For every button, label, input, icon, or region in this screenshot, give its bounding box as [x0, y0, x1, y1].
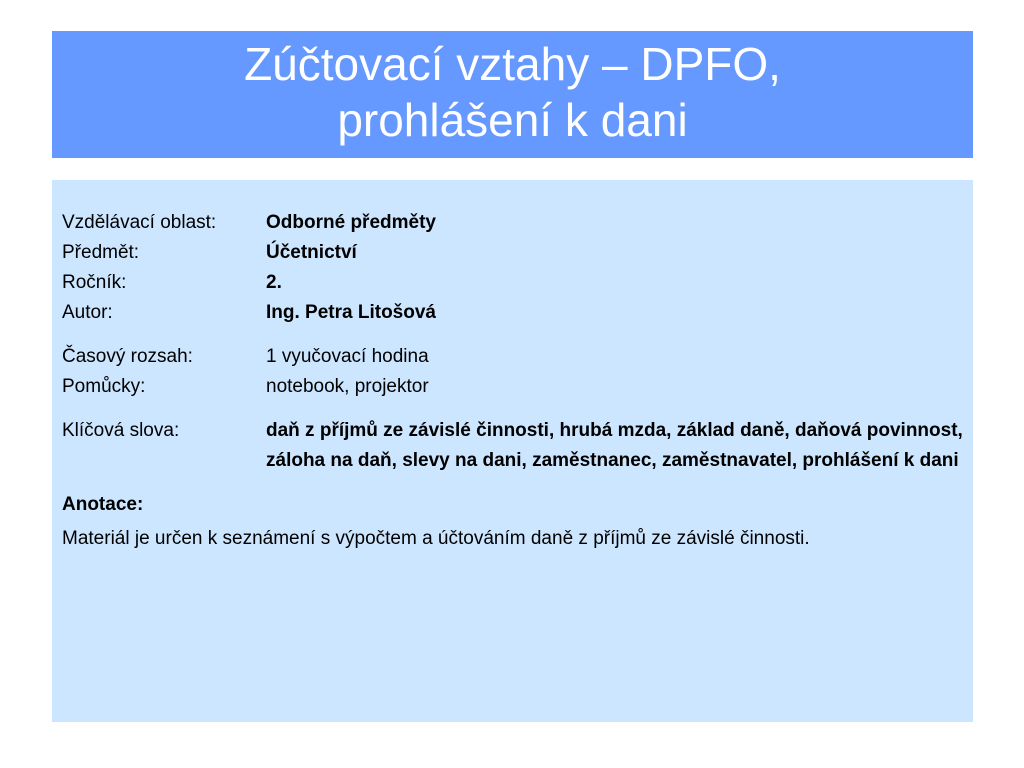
title-line-2: prohlášení k dani: [337, 94, 688, 146]
value-subject-area: Odborné předměty: [266, 212, 436, 233]
row-author: [62, 298, 963, 328]
label-tools: Pomůcky:: [62, 376, 146, 397]
value-duration: 1 vyučovací hodina: [266, 346, 429, 367]
label-grade: Ročník:: [62, 272, 127, 293]
annotation-heading: Anotace:: [62, 494, 144, 515]
title-banner: [52, 31, 973, 158]
slide-title: [52, 36, 973, 148]
value-subject: Účetnictví: [266, 242, 357, 263]
title-line-1: Zúčtovací vztahy – DPFO,: [244, 38, 781, 90]
label-subject-area: Vzdělávací oblast:: [62, 212, 217, 233]
label-keywords: Klíčová slova:: [62, 420, 180, 441]
value-keywords: daň z příjmů ze závislé činnosti, hrubá mzda, základ daně, daňová povinnost, záloha na daň, slevy na dani, zaměstnanec, zaměstnavatel, prohlášení k dani: [266, 420, 963, 471]
spacer-row: [62, 402, 963, 416]
value-author: Ing. Petra Litošová: [266, 302, 436, 323]
label-duration: Časový rozsah:: [62, 346, 193, 367]
row-keywords: [62, 416, 963, 476]
info-panel: [52, 180, 973, 722]
row-subject-area: [62, 208, 963, 238]
value-tools: notebook, projektor: [266, 376, 429, 397]
row-subject: [62, 238, 963, 268]
spacer-row: [62, 328, 963, 342]
row-duration: [62, 342, 963, 372]
row-tools: [62, 372, 963, 402]
annotation-text: Materiál je určen k seznámení s výpočtem a účtováním daně z příjmů ze závislé činnosti.: [62, 528, 810, 549]
metadata-table: [62, 208, 963, 476]
label-author: Autor:: [62, 302, 113, 323]
value-grade: 2.: [266, 272, 282, 293]
row-grade: [62, 268, 963, 298]
label-subject: Předmět:: [62, 242, 140, 263]
